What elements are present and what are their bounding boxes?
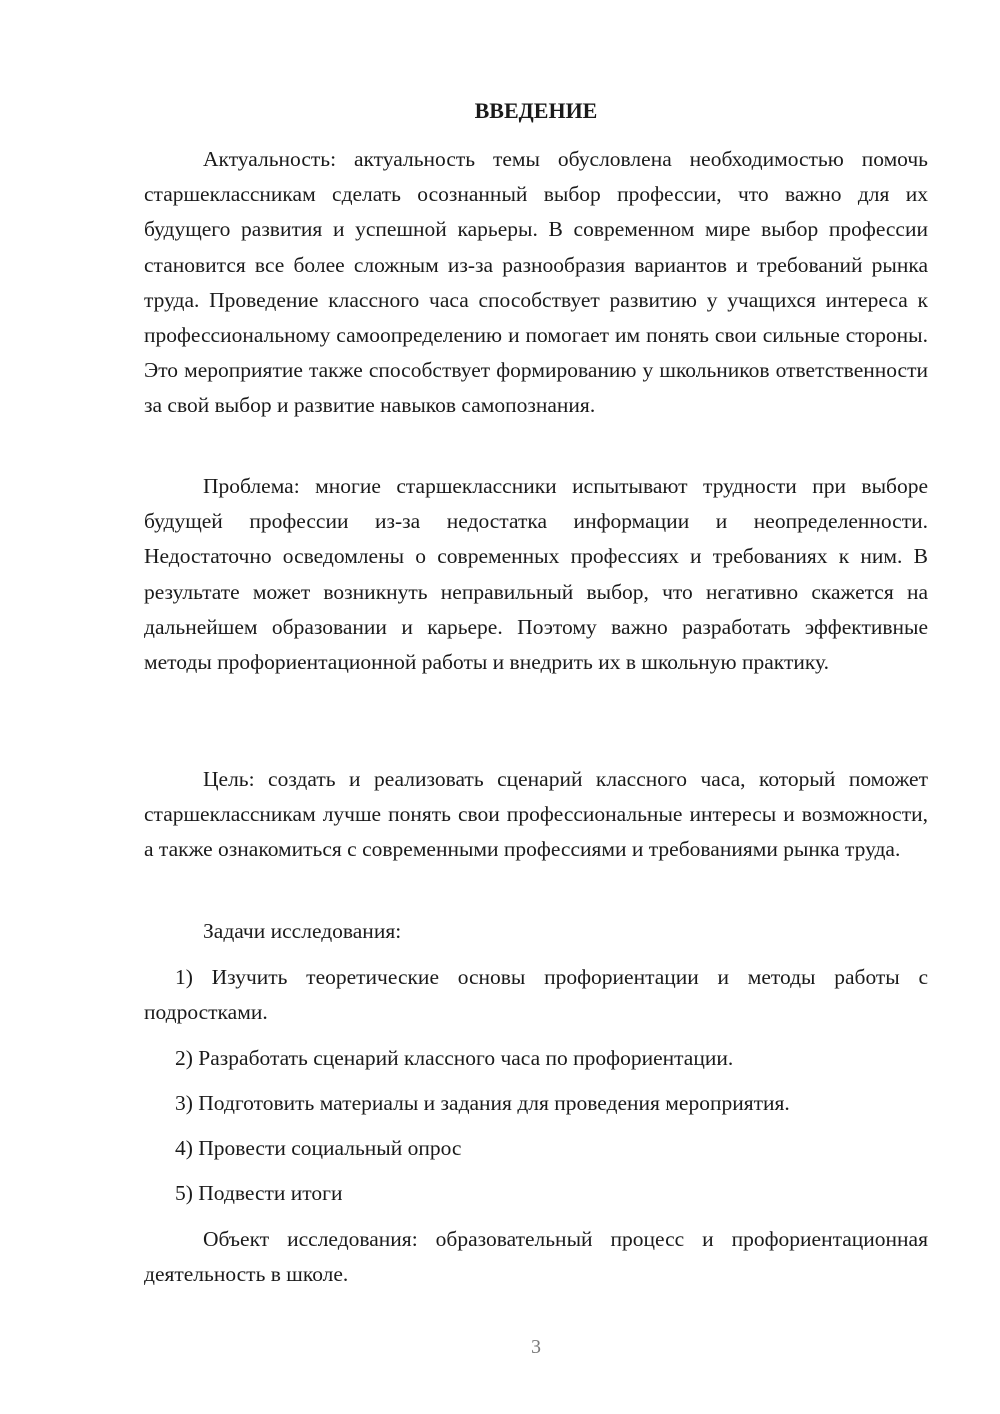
tasks-heading: Задачи исследования: (203, 919, 402, 943)
relevance-paragraph: Актуальность: актуальность темы обусловлена необходимостью помочь старшеклассникам сделать осознанный выбор профессии, что важно для их будущего развития и успешной карьеры. В современном мире выбор профессии становится все более сложным из-за разнообразия вариантов и требований рынка труда. Проведение классного часа способствует развитию у учащихся интереса к профессиональному самоопределению и помогает им понять свои сильные стороны. Это мероприятие также способствует формированию у школьников ответственности за свой выбор и развитие навыков самопознания. (144, 147, 928, 418)
task-item-3: 3) Подготовить материалы и задания для проведения мероприятия. (175, 1091, 790, 1115)
goal-paragraph: Цель: создать и реализовать сценарий классного часа, который поможет старшеклассникам лучше понять свои профессиональные интересы и возможности, а также ознакомиться с современными профессиями и требованиями рынка труда. (144, 767, 928, 862)
task-item-2: 2) Разработать сценарий классного часа по профориентации. (175, 1046, 734, 1070)
task-item-5: 5) Подвести итоги (175, 1181, 343, 1205)
task-item-4: 4) Провести социальный опрос (175, 1136, 462, 1160)
object-paragraph: Объект исследования: образовательный процесс и профориентационная деятельность в школе. (144, 1227, 928, 1287)
problem-paragraph: Проблема: многие старшеклассники испытывают трудности при выборе будущей профессии из-за недостатка информации и неопределенности. Недостаточно осведомлены о современных профессиях и требованиях к ним. В результате может возникнуть неправильный выбор, что негативно скажется на дальнейшем образовании и карьере. Поэтому важно разработать эффективные методы профориентационной работы и внедрить их в школьную практику. (144, 474, 928, 675)
page-number: 3 (531, 1336, 541, 1358)
task-item-1: 1) Изучить теоретические основы профориентации и методы работы с подростками. (144, 965, 928, 1025)
page-title: ВВЕДЕНИЕ (474, 98, 598, 123)
